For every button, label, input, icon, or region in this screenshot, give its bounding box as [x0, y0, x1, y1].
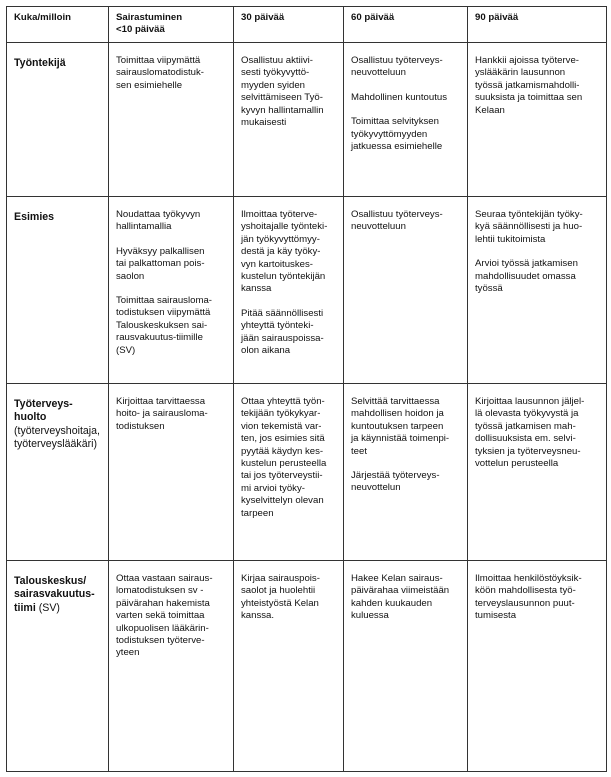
- table-cell: [234, 197, 344, 384]
- cell-paragraph: Kirjaa sairauspois- saolot ja huolehtii yhteistyöstä Kelan kanssa.: [241, 573, 320, 622]
- header-60-days: 60 päivää: [344, 7, 468, 43]
- table-cell: [468, 384, 607, 561]
- cell-paragraph: Toimittaa viipymättä sairauslomatodistuk- sen esimiehelle: [116, 55, 204, 91]
- role-note: (SV): [35, 601, 60, 614]
- row-label: [7, 384, 109, 561]
- cell-paragraph: Osallistuu aktiivi- sesti työkyvyttö- myyden syiden selvittämiseen Työ- kyvyn hallintamallin mukaisesti: [241, 55, 324, 129]
- table-row: [7, 384, 607, 561]
- cell-paragraph: Hankkii ajoissa työterve- yslääkärin lausunnon työssä jatkamismahdolli- suuksista ja toimittaa sen Kelaan: [475, 55, 583, 116]
- role-name: Talouskeskus/ sairasvakuutus- tiimi: [14, 575, 95, 614]
- cell-paragraph: Ilmoittaa työterve- yshoitajalle työnteki- jän työkyvyttömyy- destä ja käy työky- vyn kartoituskes- kustelun työntekijän kanssa: [241, 209, 328, 295]
- responsibility-table-container: [6, 6, 606, 771]
- cell-paragraph: Selvittää tarvittaessa mahdollisen hoidon ja kuntoutuksen tarpeen ja käynnistää toimenpi- teet: [351, 396, 450, 457]
- cell-paragraph: Ottaa vastaan sairaus- lomatodistuksen sv - päivärahan hakemista varten sekä toimittaa ulkopuolisen lääkärin- todistuksen työterve- yteen: [116, 573, 213, 659]
- table-cell: [109, 43, 234, 197]
- row-label: [7, 197, 109, 384]
- table-row: [7, 197, 607, 384]
- header-row: [7, 7, 607, 43]
- cell-paragraph: Mahdollinen kuntoutus: [351, 91, 448, 103]
- cell-paragraph: Ottaa yhteyttä työn- tekijään työkykyar- vion tekemistä var- ten, jos esimies sitä pyytää käydyn kes- kustelun perusteella tai jos työterveystii- mi arvioi työky- kyselvittelyn olevan tarpeen: [241, 396, 327, 519]
- cell-paragraph: Kirjoittaa tarvittaessa hoito- ja sairausloma- todistuksen: [116, 396, 208, 432]
- role-name: Työntekijä: [14, 57, 66, 69]
- table-cell: [234, 561, 344, 772]
- cell-paragraph: Pitää säännöllisesti yhteyttä työnteki- jään sairauspoissa- olon aikana: [241, 307, 324, 357]
- table-cell: [344, 43, 468, 197]
- cell-paragraph: Hyväksyy palkallisen tai palkattoman pois- saolon: [116, 245, 205, 282]
- cell-paragraph: Toimittaa selvityksen työkyvyttömyyden jatkuessa esimiehelle: [351, 116, 443, 153]
- role-note: (työterveyshoitaja, työterveyslääkäri): [14, 424, 100, 451]
- header-30-days: 30 päivää: [234, 7, 344, 43]
- header-sick-under-10-days: Sairastuminen <10 päivää: [109, 7, 234, 43]
- cell-paragraph: Toimittaa sairausloma- todistuksen viipymättä Talouskeskuksen sai- rausvakuutus-tiimille (SV): [116, 295, 212, 356]
- cell-paragraph: Järjestää työterveys- neuvottelun: [351, 470, 440, 494]
- role-name: Työterveys- huolto: [14, 398, 73, 424]
- table-row: [7, 561, 607, 772]
- row-label: [7, 561, 109, 772]
- cell-paragraph: Osallistuu työterveys- neuvotteluun: [351, 55, 443, 79]
- table-cell: [344, 561, 468, 772]
- cell-paragraph: Noudattaa työkyvyn hallintamallia: [116, 209, 201, 233]
- cell-paragraph: Arvioi työssä jatkamisen mahdollisuudet omassa työssä: [475, 258, 578, 295]
- table-cell: [468, 43, 607, 197]
- cell-paragraph: Osallistuu työterveys- neuvotteluun: [351, 209, 443, 233]
- header-who-when: Kuka/milloin: [7, 7, 109, 43]
- row-label: [7, 43, 109, 197]
- header-90-days: 90 päivää: [468, 7, 607, 43]
- table-cell: [234, 43, 344, 197]
- table-row: [7, 43, 607, 197]
- table-cell: [109, 197, 234, 384]
- role-name: Esimies: [14, 211, 55, 223]
- cell-paragraph: Kirjoittaa lausunnon jäljel- lä olevasta työkyvystä ja työssä jatkamisen mah- dollisuuksista em. selvi- tyksien ja työterveysneu- vottelun perusteella: [475, 396, 585, 470]
- cell-paragraph: Hakee Kelan sairaus- päivärahaa viimeistään kahden kuukauden kuluessa: [351, 573, 450, 622]
- table-cell: [109, 384, 234, 561]
- cell-paragraph: Ilmoittaa henkilöstöyksik- köön mahdollisesta työ- terveyslausunnon puut- tumisesta: [475, 573, 582, 622]
- table-cell: [344, 197, 468, 384]
- table-cell: [468, 197, 607, 384]
- table-cell: [109, 561, 234, 772]
- table-cell: [468, 561, 607, 772]
- responsibility-table: [6, 6, 607, 772]
- table-cell: [344, 384, 468, 561]
- table-cell: [234, 384, 344, 561]
- cell-paragraph: Seuraa työntekijän työky- kyä säännöllisesti ja huo- lehtii tukitoimista: [475, 209, 583, 245]
